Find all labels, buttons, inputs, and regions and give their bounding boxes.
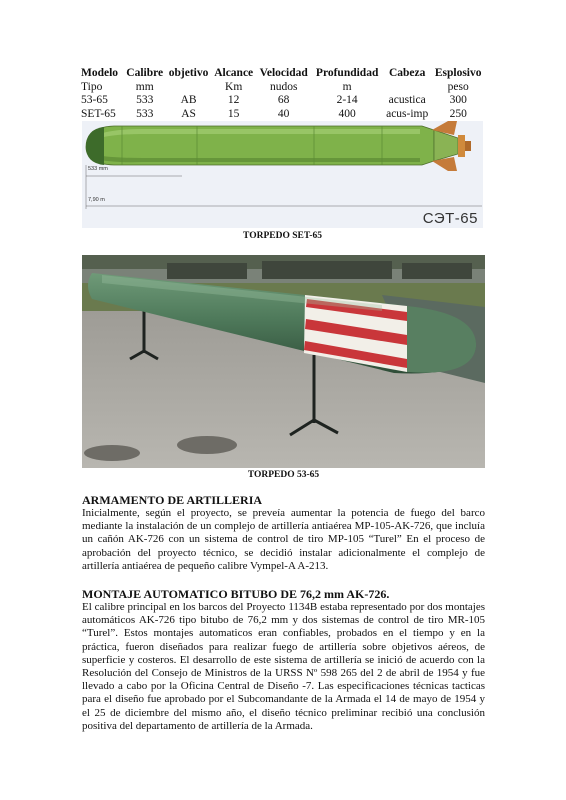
torpedo-propeller-hub [465, 141, 471, 151]
header-cell: Modelo [81, 67, 119, 79]
table-cell: 53-65 [81, 94, 108, 106]
torpedo-53-65-photo [82, 255, 485, 468]
table-cell: 2-14 [336, 94, 358, 106]
table-cell: peso [447, 80, 469, 93]
header-cell: Cabeza [388, 67, 426, 79]
section-heading-artilleria: ARMAMENTO DE ARTILLERIA [82, 493, 263, 507]
length-label: 7,90 m [88, 197, 105, 203]
header-cell: Profundidad [315, 67, 379, 79]
table-row [81, 81, 485, 95]
table-cell: 68 [277, 94, 290, 106]
table-cell: 12 [227, 94, 240, 106]
table-header-row [81, 67, 485, 81]
table-cell: AS [181, 107, 196, 120]
torpedo-spec-table [81, 67, 485, 121]
table-cell: nudos [269, 80, 298, 93]
torpedo-tail-cone [434, 130, 458, 161]
table-cell: acus-imp [386, 107, 429, 120]
water-puddle [177, 436, 237, 454]
diameter-label: 533 mm [88, 166, 108, 172]
header-cell: Velocidad [259, 67, 308, 79]
table-cell: acustica [388, 94, 426, 106]
table-cell: 40 [277, 107, 290, 120]
water-puddle [84, 445, 140, 461]
header-cell: Calibre [126, 67, 164, 79]
table-cell: mm [135, 80, 154, 93]
photo-illustration [82, 255, 485, 468]
section-heading-ak726: MONTAJE AUTOMATICO BITUBO DE 76,2 mm AK-726. [82, 587, 390, 601]
section-body-artilleria: Inicialmente, según el proyecto, se preveía aumentar la potencia de fuego del barco mediante la instalación de un complejo de artillería antiaérea MP-105-AK-726, que incluía un cañón AK-726 con un sistema de control de tiro MP-105 “Turel” En el proceso de aprobación del proyecto técnico, se decidió instalar adicionalmente el complejo de artillería antiaérea de pequeño calibre Vympel-A A-213. [82, 507, 485, 572]
torpedo-propeller [458, 135, 465, 157]
table-row [81, 108, 485, 122]
table-cell: m [342, 80, 352, 93]
table-row [81, 94, 485, 108]
header-cell: objetivo [168, 67, 209, 79]
table-cell [166, 81, 211, 95]
table-cell: 300 [449, 94, 467, 106]
section-body-ak726: El calibre principal en los barcos del Proyecto 1134B estaba representado por dos montajes automáticos AK-726 tipo bitubo de 76,2 mm y dos sistemas de control de tiro MR-105 “Turel”. Estos montajes automaticos eran confiables, probados en el tiempo y en la práctica, fueron diseñados para realizar fuego de artillería sobre objetivos aéreos, de superficie y costeros. El desarrollo de este sistema de artillería se inició de acuerdo con la Resolución del Consejo de Ministros de la URSS Nº 598 265 del 2 de abril de 1954 y fue llevado a cabo por la Oficina Central de Diseño -7. Las especificaciones técnicas tacticas para el diseño fue aprobado por el Subcomandante de la Armada el 14 de mayo de 1954 y el 25 de diciembre del mismo año, el diseño técnico preliminar recibió una conclusión positiva del departamento de artillería de la Armada. [82, 601, 485, 732]
table-cell: 400 [338, 107, 356, 120]
table-cell: 533 [136, 94, 154, 106]
table-cell: AB [180, 94, 197, 106]
diagram-model-mark: СЭТ-65 [422, 210, 478, 227]
table-cell: 533 [136, 107, 154, 120]
torpedo-nose [86, 127, 104, 165]
table-cell [383, 81, 431, 95]
table-cell: 15 [227, 107, 240, 120]
table-cell: SET-65 [81, 107, 116, 120]
photo-caption: TORPEDO 53-65 [247, 470, 320, 480]
table-cell: Km [225, 80, 243, 93]
diagram-caption: TORPEDO SET-65 [243, 231, 322, 241]
header-cell: Esplosivo [434, 67, 482, 79]
table-cell: 250 [449, 107, 467, 120]
header-cell: Alcance [214, 67, 254, 79]
table-cell: Tipo [81, 80, 103, 93]
background-vehicles [167, 261, 472, 279]
torpedo-set65-diagram [82, 121, 483, 228]
